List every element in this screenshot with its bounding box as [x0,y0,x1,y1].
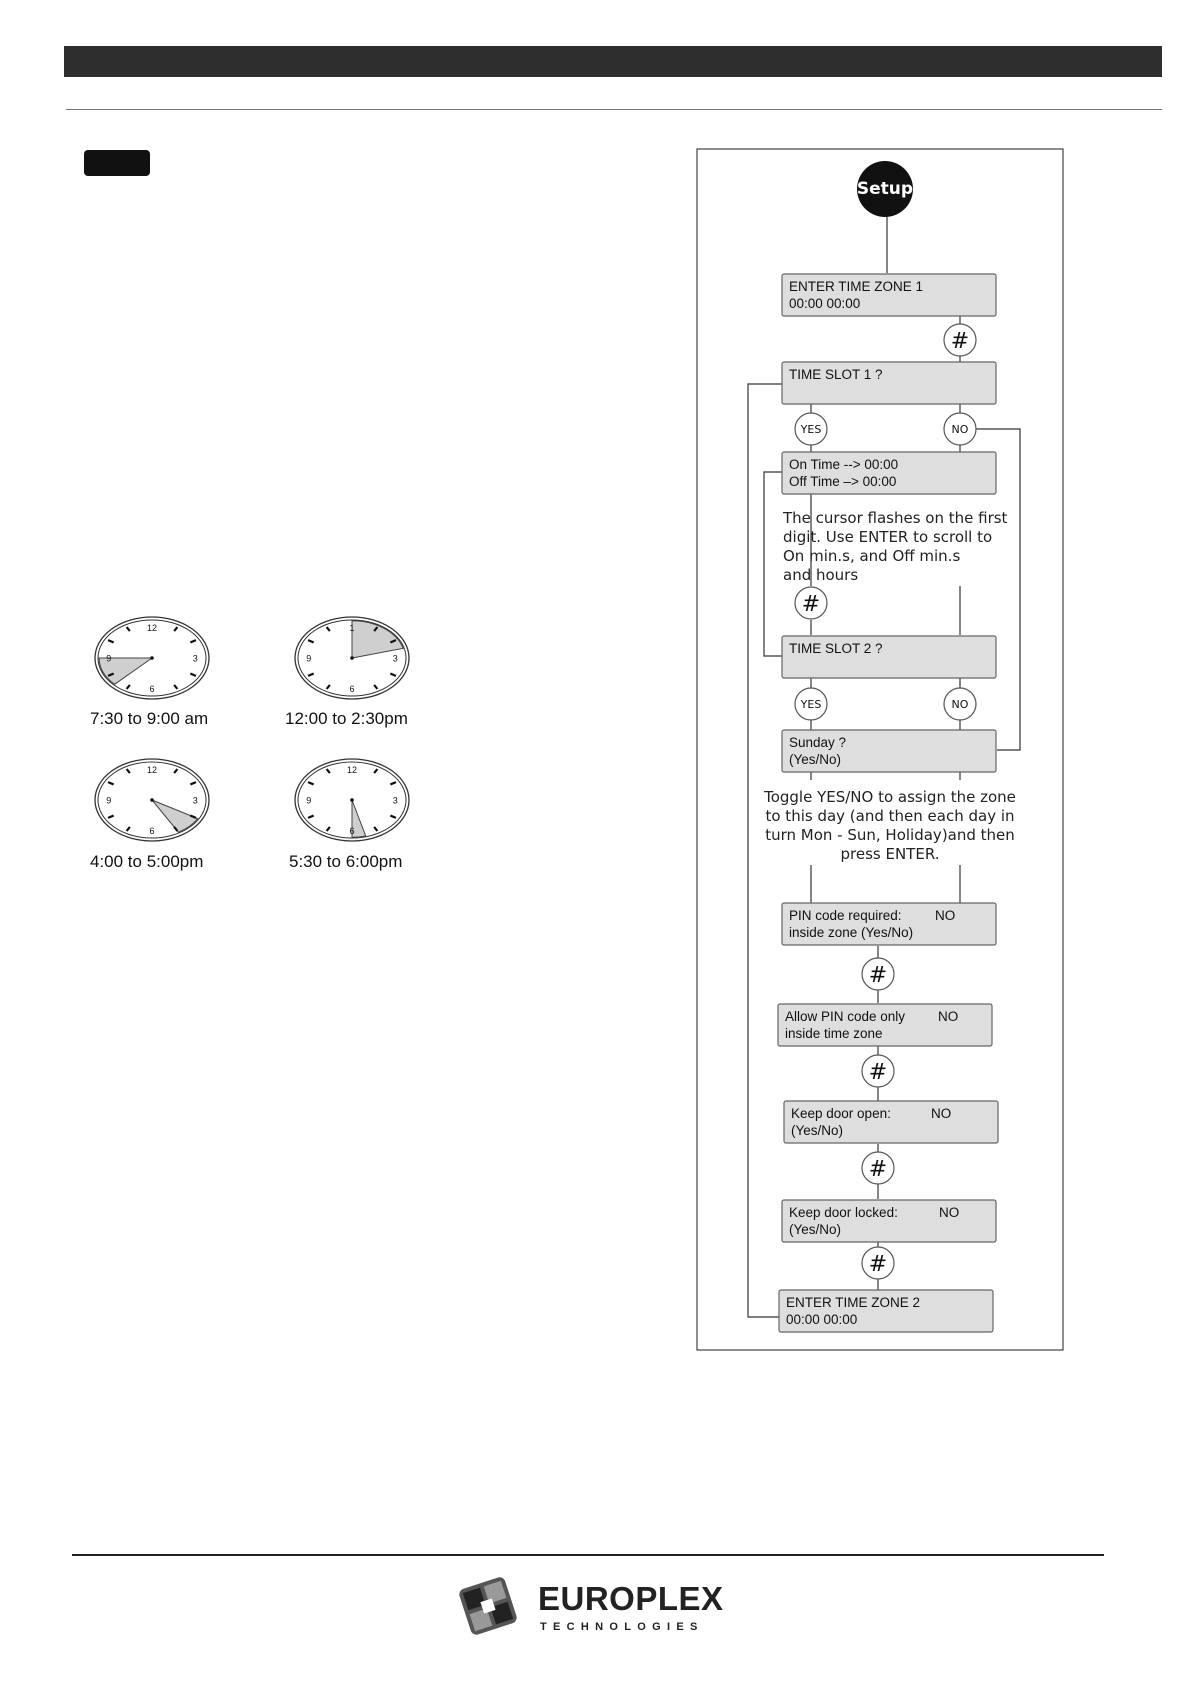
clock-hour-label: 12 [346,765,358,776]
lcd-line: 00:00 00:00 [786,1312,858,1327]
hash-symbol: # [868,963,888,988]
yes-label: YES [800,698,822,711]
clock-hour-label: 6 [149,683,155,694]
no-label: NO [951,423,969,436]
lcd-line: TIME SLOT 2 ? [789,641,883,656]
note-line: The cursor flashes on the first [783,509,1008,527]
hash-symbol: # [801,592,821,617]
yes-label: YES [800,423,822,436]
yes-node [795,413,827,445]
clock-caption: 5:30 to 6:00pm [289,852,403,871]
lcd-line: TIME SLOT 1 ? [789,367,883,382]
hash-symbol: # [950,329,970,354]
note-line: to this day (and then each day in [765,807,1015,825]
lcd-line: ENTER TIME ZONE 2 [786,1295,921,1310]
no-node [944,413,976,445]
hash-node [862,1055,894,1087]
lcd-value: NO [935,908,956,923]
footer-rule [72,1554,1104,1556]
lcd-slot2 [782,636,996,678]
lcd-pin-required [782,903,996,945]
lcd-line: ENTER TIME ZONE 1 [789,279,924,294]
logo-tagline: TECHNOLOGIES [540,1621,704,1633]
hash-node [795,587,827,619]
lcd-line: PIN code required: [789,908,902,923]
setup-label: Setup [856,179,914,199]
hash-node [862,1247,894,1279]
note-line: Toggle YES/NO to assign the zone [764,788,1016,806]
lcd-line: (Yes/No) [789,1222,842,1237]
lcd-line: Allow PIN code only [785,1009,906,1024]
europlex-logo [456,1574,726,1640]
lcd-line: (Yes/No) [789,752,842,767]
lcd-slot1 [782,362,996,404]
clock-hour-label: 12 [146,765,158,776]
lcd-value: NO [938,1009,959,1024]
lcd-line: Off Time –> 00:00 [789,474,897,489]
clock-hour-label: 3 [192,795,198,806]
clock-caption: 12:00 to 2:30pm [285,709,408,728]
lcd-line: Sunday ? [789,735,847,750]
lcd-zone1 [782,274,996,316]
note-line: On min.s, and Off min.s [783,547,961,565]
lcd-sunday [782,730,996,772]
note-line: and hours [783,566,859,584]
clock-hour-label: 6 [349,683,355,694]
hash-symbol: # [868,1157,888,1182]
logo-mark-icon [458,1576,518,1636]
note-line: turn Mon - Sun, Holiday)and then [765,826,1015,844]
lcd-line: inside zone (Yes/No) [789,925,914,940]
lcd-keep-locked [782,1200,996,1242]
clock-hour-label: 3 [392,795,398,806]
note-line: press ENTER. [840,845,940,863]
clock-hour-label: 6 [349,825,355,836]
lcd-zone2 [779,1290,993,1332]
clock-hour-label: 3 [192,653,198,664]
lcd-value: NO [939,1205,960,1220]
lcd-value: NO [931,1106,952,1121]
lcd-allow-pin [778,1004,992,1046]
hash-symbol: # [868,1060,888,1085]
clock-hour-label: 9 [106,795,112,806]
lcd-line: (Yes/No) [791,1123,844,1138]
no-label: NO [951,698,969,711]
hash-node [944,324,976,356]
lcd-line: 00:00 00:00 [789,296,861,311]
no-node [944,688,976,720]
hash-symbol: # [868,1252,888,1277]
toggle-note [763,788,1016,863]
clock-hour-label: 9 [306,795,312,806]
clock-hour-label: 1 [349,623,355,634]
yes-node [795,688,827,720]
hash-node [862,1152,894,1184]
lcd-times [782,452,996,494]
clock-caption: 7:30 to 9:00 am [90,709,209,728]
clock-caption: 4:00 to 5:00pm [90,852,204,871]
lcd-line: Keep door locked: [789,1205,898,1220]
clock-hour-label: 3 [392,653,398,664]
clock-hour-label: 12 [146,623,158,634]
clock-hour-label: 9 [106,653,112,664]
clock-hour-label: 9 [306,653,312,664]
cursor-note [782,509,1008,584]
lcd-line: On Time --> 00:00 [789,457,899,472]
hash-node [862,958,894,990]
note-line: digit. Use ENTER to scroll to [783,528,993,546]
logo-name: EUROPLEX [538,1580,724,1617]
lcd-line: Keep door open: [791,1106,891,1121]
lcd-keep-open [784,1101,998,1143]
clock-hour-label: 6 [149,825,155,836]
lcd-line: inside time zone [785,1026,883,1041]
